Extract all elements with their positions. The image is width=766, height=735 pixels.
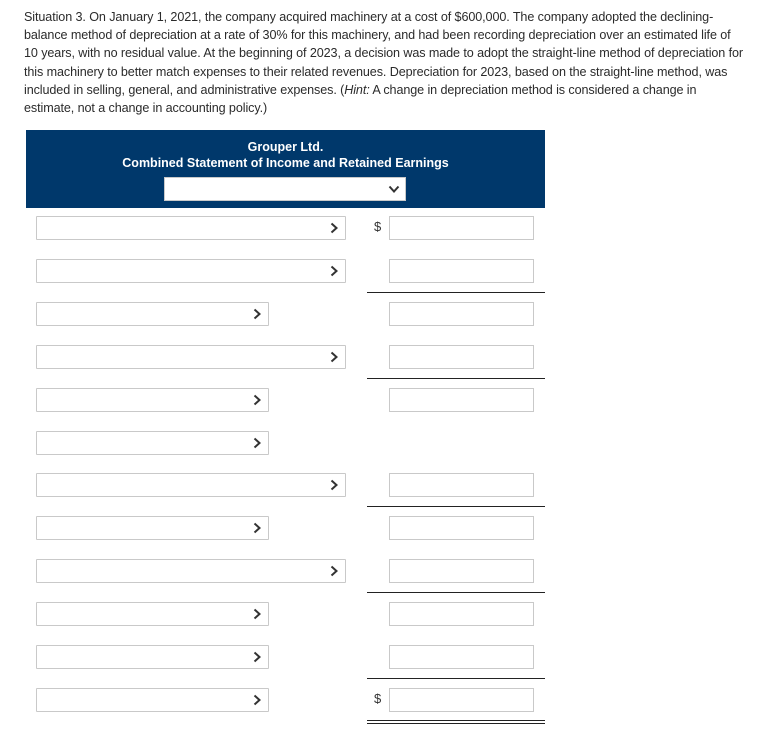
- amount-input-7[interactable]: [389, 473, 534, 497]
- problem-text: Situation 3. On January 1, 2021, the company acquired machinery at a cost of $600,000. The company adopted the declining-balance method of depreciation at a rate of 30% for this machinery, and had been recording depreciation over an estimated life of 10 years, with no residual value. At the beginning of 2023, a decision was made to adopt the straight-line method of depreciation for this machinery to better match expenses to their related revenues. Depreciation for 2023, based on the straight-line method, was included in selling, general, and administrative expenses. (: [24, 10, 743, 97]
- line-item-select-5[interactable]: [36, 388, 269, 412]
- amount-input-12[interactable]: [389, 688, 534, 712]
- amount-input-10[interactable]: [389, 602, 534, 626]
- hint-text: A change in depreciation method is considered a change in estimate, not a change in accounting policy.): [24, 82, 697, 116]
- subtotal-underline: [367, 378, 545, 379]
- line-item-select-3[interactable]: [36, 302, 269, 326]
- amount-input-5[interactable]: [389, 388, 534, 412]
- chevron-right-icon: [330, 479, 339, 491]
- line-item-select-1[interactable]: [36, 216, 346, 240]
- chevron-right-icon: [330, 565, 339, 577]
- chevron-right-icon: [253, 608, 262, 620]
- currency-symbol: $: [374, 219, 382, 234]
- chevron-right-icon: [330, 351, 339, 363]
- subtotal-underline: [367, 592, 545, 593]
- chevron-right-icon: [253, 308, 262, 320]
- line-item-select-11[interactable]: [36, 645, 269, 669]
- date-period-select[interactable]: [164, 177, 406, 201]
- amount-input-1[interactable]: [389, 216, 534, 240]
- line-item-select-9[interactable]: [36, 559, 346, 583]
- company-name: Grouper Ltd.: [247, 140, 324, 154]
- line-item-select-2[interactable]: [36, 259, 346, 283]
- line-item-select-12[interactable]: [36, 688, 269, 712]
- chevron-right-icon: [330, 265, 339, 277]
- statement-title: Combined Statement of Income and Retained Earnings: [122, 156, 449, 170]
- amount-input-9[interactable]: [389, 559, 534, 583]
- subtotal-underline: [367, 506, 545, 507]
- subtotal-underline: [367, 292, 545, 293]
- chevron-right-icon: [253, 522, 262, 534]
- amount-input-4[interactable]: [389, 345, 534, 369]
- total-double-underline: [367, 720, 545, 724]
- line-item-select-7[interactable]: [36, 473, 346, 497]
- line-item-select-8[interactable]: [36, 516, 269, 540]
- problem-statement: [24, 8, 744, 117]
- line-item-select-4[interactable]: [36, 345, 346, 369]
- statement-header: [26, 130, 545, 208]
- hint-label: Hint:: [344, 82, 370, 97]
- chevron-right-icon: [253, 651, 262, 663]
- currency-symbol: $: [374, 691, 382, 706]
- amount-input-3[interactable]: [389, 302, 534, 326]
- chevron-down-icon: [388, 185, 400, 194]
- chevron-right-icon: [253, 437, 262, 449]
- chevron-right-icon: [253, 394, 262, 406]
- amount-input-2[interactable]: [389, 259, 534, 283]
- line-item-select-10[interactable]: [36, 602, 269, 626]
- subtotal-underline: [367, 678, 545, 679]
- amount-input-8[interactable]: [389, 516, 534, 540]
- chevron-right-icon: [253, 694, 262, 706]
- amount-input-11[interactable]: [389, 645, 534, 669]
- chevron-right-icon: [330, 222, 339, 234]
- line-item-select-6[interactable]: [36, 431, 269, 455]
